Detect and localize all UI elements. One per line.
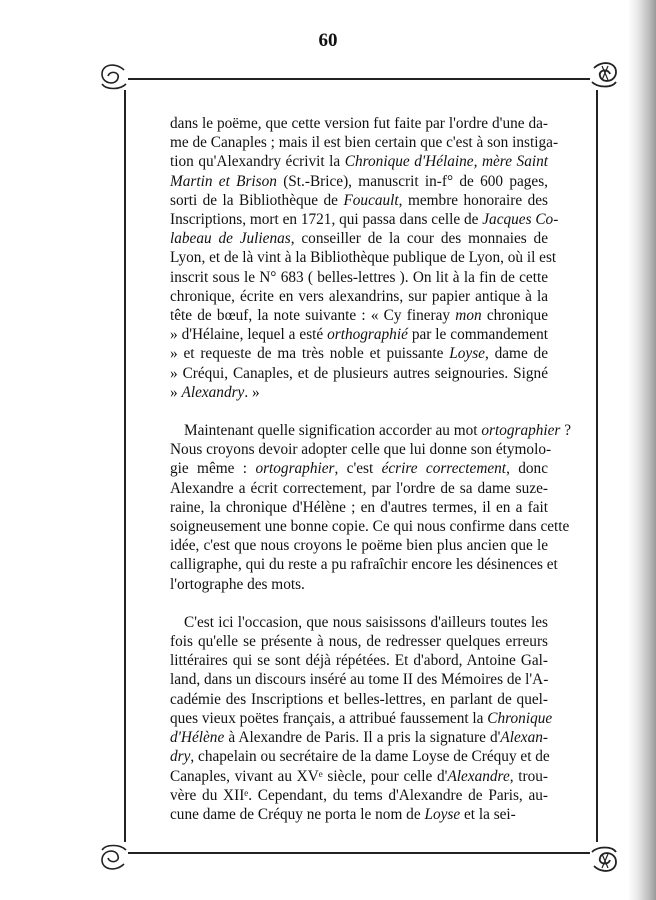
frame-top-rule (128, 78, 590, 80)
text-line: l'ortographe des mots. (170, 575, 305, 593)
text-line: » Alexandry. » (170, 383, 260, 401)
italic-text: labeau de Julienas (170, 230, 291, 248)
text-line: cadémie des Inscriptions et belles-lettres, en parlant de quel- (170, 690, 548, 708)
text-line: soigneusement une bonne copie. Ce qui nous confirme dans cette (170, 518, 570, 536)
corner-ornament-icon (588, 60, 622, 90)
text-line: tête de bœuf, la note suivante : « Cy fineray mon chronique (170, 307, 548, 325)
text-line: » et requeste de ma très noble et puissante Loyse, dame de (170, 345, 548, 363)
italic-text: mon (455, 307, 482, 325)
body-text (170, 114, 572, 824)
italic-text: orthographié (327, 326, 408, 344)
text-line: land, dans un discours inséré au tome II des Mémoires de l'A- (170, 671, 549, 689)
text-line: d'Hélène à Alexandre de Paris. Il a pris la signature d'Alexan- (170, 729, 548, 747)
text-line: me de Canaples ; mais il est bien certain que c'est à son instiga- (170, 134, 559, 152)
italic-text: Loyse (449, 345, 485, 363)
text-line: Martin et Brison (St.-Brice), manuscrit in-f° de 600 pages, (170, 172, 548, 190)
text-line: dry, chapelain ou secrétaire de la dame Loyse de Créquy et de (170, 748, 550, 766)
corner-ornament-icon (96, 842, 130, 872)
text-line: gie même : ortographier, c'est écrire correctement, donc (170, 460, 548, 478)
italic-text: ortographier (481, 422, 561, 440)
text-line: tion qu'Alexandry écrivit la Chronique d'Hélaine, mère Saint (170, 153, 548, 171)
text-line: dans le poëme, que cette version fut faite par l'ordre d'une da- (170, 115, 548, 132)
italic-text: Chronique (487, 709, 553, 727)
text-line: ques vieux poëtes français, a attribué faussement la Chronique (170, 709, 553, 727)
text-line: C'est ici l'occasion, que nous saisissons d'ailleurs toutes les (184, 613, 548, 631)
text-line: littéraires qui se sont déjà répétées. Et d'abord, Antoine Gal- (170, 652, 548, 670)
paragraph (170, 114, 559, 402)
text-line: raine, la chronique d'Hélène ; en d'autres termes, il en a fait (170, 498, 548, 516)
text-line: fois qu'elle se présente à nous, de redresser quelques erreurs (170, 633, 548, 651)
text-line: inscrit sous le N° 683 ( belles-lettres ). On lit à la fin de cette (170, 268, 548, 286)
text-line: cune dame de Créquy ne porta le nom de Loyse et la sei- (170, 805, 516, 823)
text-line: sorti de la Bibliothèque de Foucault, membre honoraire des (170, 191, 548, 209)
paragraph (170, 613, 553, 824)
page-edge-shadow (628, 0, 656, 900)
corner-ornament-icon (588, 844, 622, 874)
italic-text: Alexandry (181, 383, 245, 401)
text-line: » d'Hélaine, lequel a esté orthographié par le commandement (170, 326, 548, 344)
corner-ornament-icon (96, 62, 130, 92)
text-line: » Créqui, Canaples, et de plusieurs autres seignouries. Signé (170, 364, 548, 382)
italic-text: Loyse (424, 805, 461, 823)
italic-text: Martin et Brison (170, 172, 277, 190)
frame-bottom-rule (128, 852, 590, 854)
text-line: Alexandre a écrit correctement, par l'ordre de sa dame suze- (170, 479, 548, 497)
paragraph (170, 421, 572, 594)
text-line: Inscriptions, mort en 1721, qui passa dans celle de Jacques Co- (170, 211, 559, 229)
italic-text: Alexan- (500, 729, 548, 747)
italic-text: dry (170, 748, 191, 766)
frame-right-rule (596, 90, 598, 842)
italic-text: ortographier (255, 460, 335, 478)
italic-text: Foucault (343, 191, 399, 209)
italic-text: écrire correctement (381, 460, 507, 478)
text-line: Canaples, vivant au XVᵉ siècle, pour celle d'Alexandre, trou- (170, 767, 548, 785)
page-number: 60 (318, 30, 338, 51)
italic-text: d'Hélène (170, 729, 225, 747)
text-line: Maintenant quelle signification accorder au mot ortographier ? (184, 422, 572, 440)
frame-left-rule (124, 90, 126, 842)
text-line: vère du XIIᵉ. Cependant, du tems d'Alexandre de Paris, au- (170, 786, 548, 804)
italic-text: Alexandre (447, 767, 510, 785)
text-line: chronique, écrite en vers alexandrins, sur papier antique à la (170, 287, 548, 305)
text-line: Nous croyons devoir adopter celle que lui donne son étymolo- (170, 441, 552, 459)
text-line: idée, c'est que nous croyons le poëme bien plus ancien que le (170, 537, 548, 555)
italic-text: Jacques Co- (482, 211, 559, 229)
text-line: calligraphe, qui du reste a pu rafraîchir encore les désinences et (170, 556, 558, 574)
text-line: labeau de Julienas, conseiller de la cour des monnaies de (170, 230, 548, 248)
italic-text: Chronique d'Hélaine, mère Saint (344, 153, 548, 171)
text-line: Lyon, et de là vint à la Bibliothèque publique de Lyon, où il est (170, 249, 557, 267)
